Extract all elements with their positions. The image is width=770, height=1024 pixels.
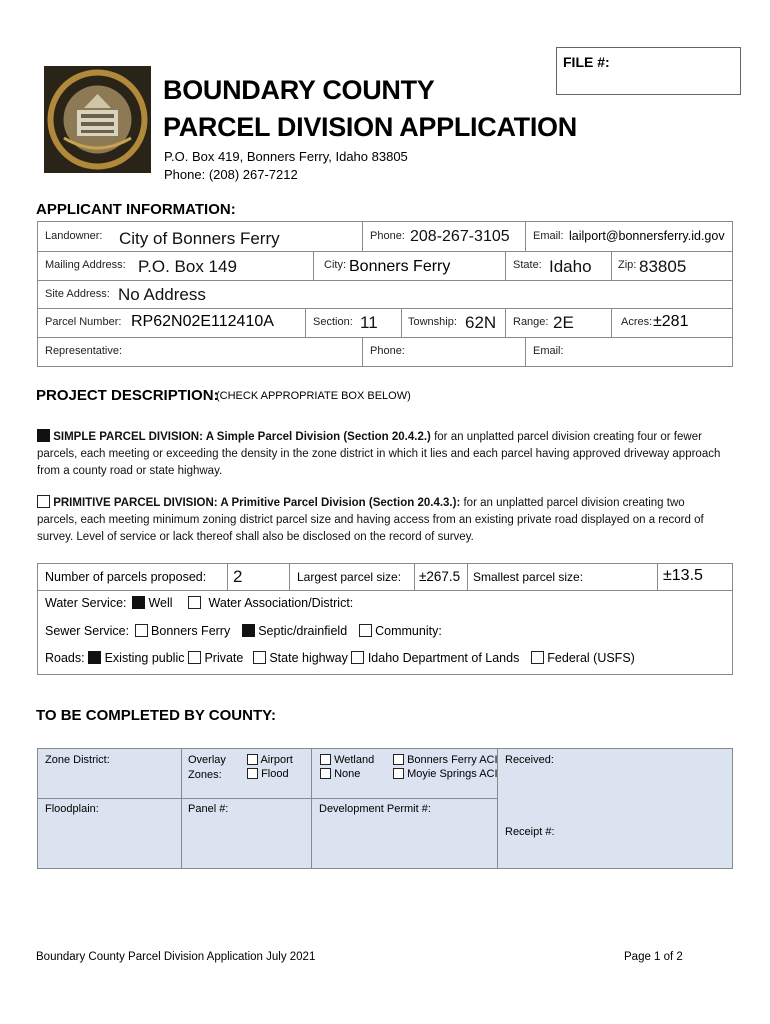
parcel-number-label: Parcel Number:: [45, 316, 122, 328]
email-field[interactable]: lailport@bonnersferry.id.gov: [569, 229, 725, 243]
parcel-number-field[interactable]: RP62N02E112410A: [131, 313, 274, 330]
roads-private-checkbox[interactable]: [188, 651, 201, 664]
largest-parcel-label: Largest parcel size:: [297, 570, 402, 584]
city-label: City:: [324, 259, 346, 271]
project-section-subtitle: (CHECK APPROPRIATE BOX BELOW): [216, 390, 411, 402]
sewer-septic-checkbox[interactable]: [242, 624, 255, 637]
simple-division-checkbox[interactable]: [37, 429, 50, 442]
page-title-line1: BOUNDARY COUNTY: [163, 75, 435, 105]
moyie-aci-checkbox[interactable]: [393, 768, 404, 779]
wetland-label: Wetland: [334, 754, 375, 766]
zone-district-label: Zone District:: [45, 754, 110, 766]
roads-idl-checkbox[interactable]: [351, 651, 364, 664]
roads-state-highway-label: State highway: [269, 651, 348, 665]
primitive-division-title: PRIMITIVE PARCEL DIVISION: A Primitive Parcel Division (Section 20.4.3.):: [53, 497, 461, 509]
footer-page-number: Page 1 of 2: [624, 951, 683, 963]
overlay-airport-option[interactable]: [247, 754, 293, 766]
floodplain-label: Floodplain:: [45, 803, 99, 815]
overlay-none-option[interactable]: [320, 768, 360, 780]
footer-title: Boundary County Parcel Division Application July 2021: [36, 951, 316, 963]
overlay-wetland-option[interactable]: [320, 754, 374, 766]
site-address-field[interactable]: No Address: [118, 285, 206, 304]
roads-existing-public-checkbox[interactable]: [88, 651, 101, 664]
none-label: None: [334, 768, 361, 780]
roads-state-highway-checkbox[interactable]: [253, 651, 266, 664]
simple-division-option[interactable]: [37, 429, 727, 480]
receipt-label: Receipt #:: [505, 826, 555, 838]
overlay-flood-option[interactable]: [247, 768, 289, 780]
bf-aci-checkbox[interactable]: [393, 754, 404, 765]
moyie-aci-label: Moyie Springs ACI: [407, 768, 498, 780]
state-field[interactable]: Idaho: [549, 257, 592, 276]
wetland-checkbox[interactable]: [320, 754, 331, 765]
overlay-zones-label-1: Overlay: [188, 754, 226, 766]
primitive-division-description: for an unplatted parcel division creating two parcels, each meeting minimum zoning district parcel size and having access from an existing private road displayed on a record of survey. Level of service or lack thereof shall also be disclosed on the record of survey.: [37, 497, 704, 543]
zip-label: Zip:: [618, 259, 637, 271]
city-field[interactable]: Bonners Ferry: [349, 258, 451, 275]
phone-field[interactable]: 208-267-3105: [410, 228, 510, 245]
township-field[interactable]: 62N: [465, 313, 497, 332]
roads-label: Roads:: [45, 651, 85, 665]
roads-row: [45, 651, 635, 665]
water-service-row: [45, 596, 353, 610]
simple-division-title: SIMPLE PARCEL DIVISION: A Simple Parcel Division (Section 20.4.2.): [53, 431, 431, 443]
section-field[interactable]: 11: [360, 313, 378, 332]
water-well-label: Well: [148, 596, 173, 610]
development-permit-label: Development Permit #:: [319, 803, 431, 815]
rep-phone-label: Phone:: [370, 345, 405, 357]
file-number-box[interactable]: [556, 47, 741, 95]
roads-existing-public-label: Existing public: [104, 651, 185, 665]
flood-label: Flood: [261, 768, 289, 780]
panel-label: Panel #:: [188, 803, 229, 815]
overlay-bf-aci-option[interactable]: [393, 754, 498, 766]
township-label: Township:: [408, 316, 457, 328]
sewer-bonners-ferry-label: Bonners Ferry: [151, 624, 231, 638]
project-section-title: PROJECT DESCRIPTION:: [36, 387, 219, 404]
landowner-field[interactable]: City of Bonners Ferry: [119, 229, 280, 248]
site-address-label: Site Address:: [45, 288, 110, 300]
water-association-checkbox[interactable]: [188, 596, 201, 609]
flood-checkbox[interactable]: [247, 768, 258, 779]
roads-idl-label: Idaho Department of Lands: [367, 651, 520, 665]
roads-federal-checkbox[interactable]: [531, 651, 544, 664]
range-label: Range:: [513, 316, 549, 328]
overlay-moyie-aci-option[interactable]: [393, 768, 498, 780]
applicant-section-title: APPLICANT INFORMATION:: [36, 201, 236, 218]
num-parcels-label: Number of parcels proposed:: [45, 570, 207, 584]
received-label: Received:: [505, 754, 554, 766]
largest-parcel-field[interactable]: ±267.5: [419, 569, 461, 584]
mailing-address-label: Mailing Address:: [45, 259, 126, 271]
water-well-checkbox[interactable]: [132, 596, 145, 609]
email-label: Email:: [533, 230, 564, 242]
county-section-title: TO BE COMPLETED BY COUNTY:: [36, 707, 277, 724]
page-title-line2: PARCEL DIVISION APPLICATION: [163, 112, 577, 142]
county-address: P.O. Box 419, Bonners Ferry, Idaho 83805: [164, 149, 408, 164]
none-checkbox[interactable]: [320, 768, 331, 779]
sewer-community-label: Community:: [375, 624, 442, 638]
roads-private-label: Private: [204, 651, 244, 665]
num-parcels-field[interactable]: 2: [233, 567, 243, 586]
airport-checkbox[interactable]: [247, 754, 258, 765]
section-label: Section:: [313, 316, 353, 328]
water-service-label: Water Service:: [45, 596, 127, 610]
airport-label: Airport: [260, 754, 293, 766]
county-seal: [44, 66, 151, 173]
simple-division-description: for an unplatted parcel division creating four or fewer parcels, each meeting or exceeding the density in the zone district in which it lies and each parcel having approved driveway approach from a county road or state highway.: [37, 431, 721, 477]
sewer-bonners-ferry-checkbox[interactable]: [135, 624, 148, 637]
rep-email-label: Email:: [533, 345, 564, 357]
bf-aci-label: Bonners Ferry ACI: [407, 754, 498, 766]
landowner-label: Landowner:: [45, 230, 103, 242]
acres-field[interactable]: ±281: [653, 313, 689, 330]
phone-label: Phone:: [370, 230, 405, 242]
smallest-parcel-label: Smallest parcel size:: [473, 570, 584, 584]
sewer-service-label: Sewer Service:: [45, 624, 130, 638]
sewer-septic-label: Septic/drainfield: [258, 624, 348, 638]
mailing-address-field[interactable]: P.O. Box 149: [138, 257, 237, 276]
roads-federal-label: Federal (USFS): [547, 651, 635, 665]
zip-field[interactable]: 83805: [639, 257, 687, 276]
state-label: State:: [513, 259, 542, 271]
primitive-division-option[interactable]: [37, 495, 727, 546]
overlay-zones-label-2: Zones:: [188, 769, 222, 781]
representative-label: Representative:: [45, 345, 123, 357]
sewer-service-row: [45, 624, 442, 638]
smallest-parcel-field[interactable]: ±13.5: [663, 567, 703, 584]
range-field[interactable]: 2E: [553, 313, 574, 332]
acres-label: Acres:: [621, 316, 653, 328]
sewer-community-checkbox[interactable]: [359, 624, 372, 637]
primitive-division-checkbox[interactable]: [37, 495, 50, 508]
county-phone: Phone: (208) 267-7212: [164, 167, 298, 182]
water-association-label: Water Association/District:: [208, 596, 354, 610]
file-number-label: FILE #:: [563, 54, 610, 70]
